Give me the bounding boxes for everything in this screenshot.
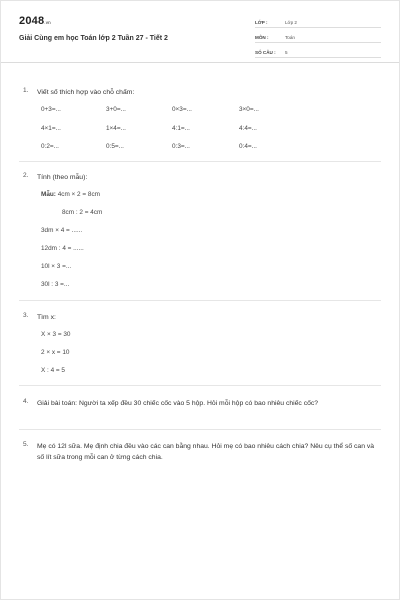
exercise-item: 3×0=... — [239, 106, 259, 113]
exercise-item: 4×1=... — [41, 125, 61, 132]
meta-value: 5 — [285, 50, 288, 55]
meta-row-subject — [255, 30, 381, 43]
exercise-item: 0:5=... — [106, 143, 124, 150]
meta-value: Lớp 2 — [285, 20, 297, 25]
exercise-item: X : 4 = 5 — [41, 367, 65, 374]
exercise-item: 3+0=... — [106, 106, 126, 113]
question-text: Viết số thích hợp vào chỗ chấm: — [37, 89, 135, 96]
exercise-item: 30l : 3 =... — [41, 281, 70, 288]
meta-info — [255, 15, 381, 60]
meta-label: MÔN : — [255, 35, 269, 40]
worksheet-header — [1, 1, 399, 63]
exercise-item: 10l × 3 =... — [41, 263, 72, 270]
exercise-item: 2 × x = 10 — [41, 349, 70, 356]
exercise-item: 12dm : 4 = ...... — [41, 245, 84, 252]
question-number: 1. — [23, 87, 29, 94]
exercise-item: 3dm × 4 = ...... — [41, 227, 83, 234]
exercise-item: 0:2=... — [41, 143, 59, 150]
question-text: Mẹ có 12l sữa. Mẹ định chia đều vào các can bằng nhau. Hỏi mẹ có bao nhiêu cách chia? Nêu cụ thể số can và số lít sữa trong mỗi can ở từng cách chia. — [37, 443, 375, 461]
example-line — [41, 191, 100, 198]
meta-label: SỐ CÂU : — [255, 50, 276, 55]
exercise-item: 0×3=... — [172, 106, 192, 113]
example-line: 8cm : 2 = 4cm — [62, 209, 103, 216]
question-number: 4. — [23, 398, 29, 405]
meta-row-class — [255, 15, 381, 28]
section-divider — [19, 429, 381, 430]
exercise-item: 0+3=... — [41, 106, 61, 113]
exercise-item: 4:1=... — [172, 125, 190, 132]
example-text: 4cm × 2 = 8cm — [57, 191, 100, 198]
exercise-item: 0:3=... — [172, 143, 190, 150]
section-divider — [19, 385, 381, 386]
meta-row-question-count — [255, 45, 381, 58]
question-number: 2. — [23, 172, 29, 179]
site-logo[interactable] — [19, 15, 51, 27]
section-divider — [19, 300, 381, 301]
question-number: 5. — [23, 441, 29, 448]
exercise-item: X × 3 = 30 — [41, 331, 71, 338]
page-title: Giải Cùng em học Toán lớp 2 Tuần 27 - Tiết 2 — [19, 35, 168, 42]
exercise-item: 0:4=... — [239, 143, 257, 150]
question-text: Tìm x: — [37, 314, 56, 321]
exercise-item: 1×4=... — [106, 125, 126, 132]
logo-domain-text: .vn — [44, 20, 51, 25]
question-text: Giải bài toán: Người ta xếp đều 30 chiếc cốc vào 5 hộp. Hỏi mỗi hộp có bao nhiêu chiếc cốc? — [37, 400, 319, 407]
example-label: Mẫu: — [41, 191, 56, 198]
meta-label: LỚP : — [255, 20, 268, 25]
question-number: 3. — [23, 312, 29, 319]
exercise-item: 4:4=... — [239, 125, 257, 132]
question-text: Tính (theo mẫu): — [37, 174, 88, 181]
meta-value: Toán — [285, 35, 295, 40]
logo-main-text: 2048 — [19, 15, 45, 27]
section-divider — [19, 161, 381, 162]
